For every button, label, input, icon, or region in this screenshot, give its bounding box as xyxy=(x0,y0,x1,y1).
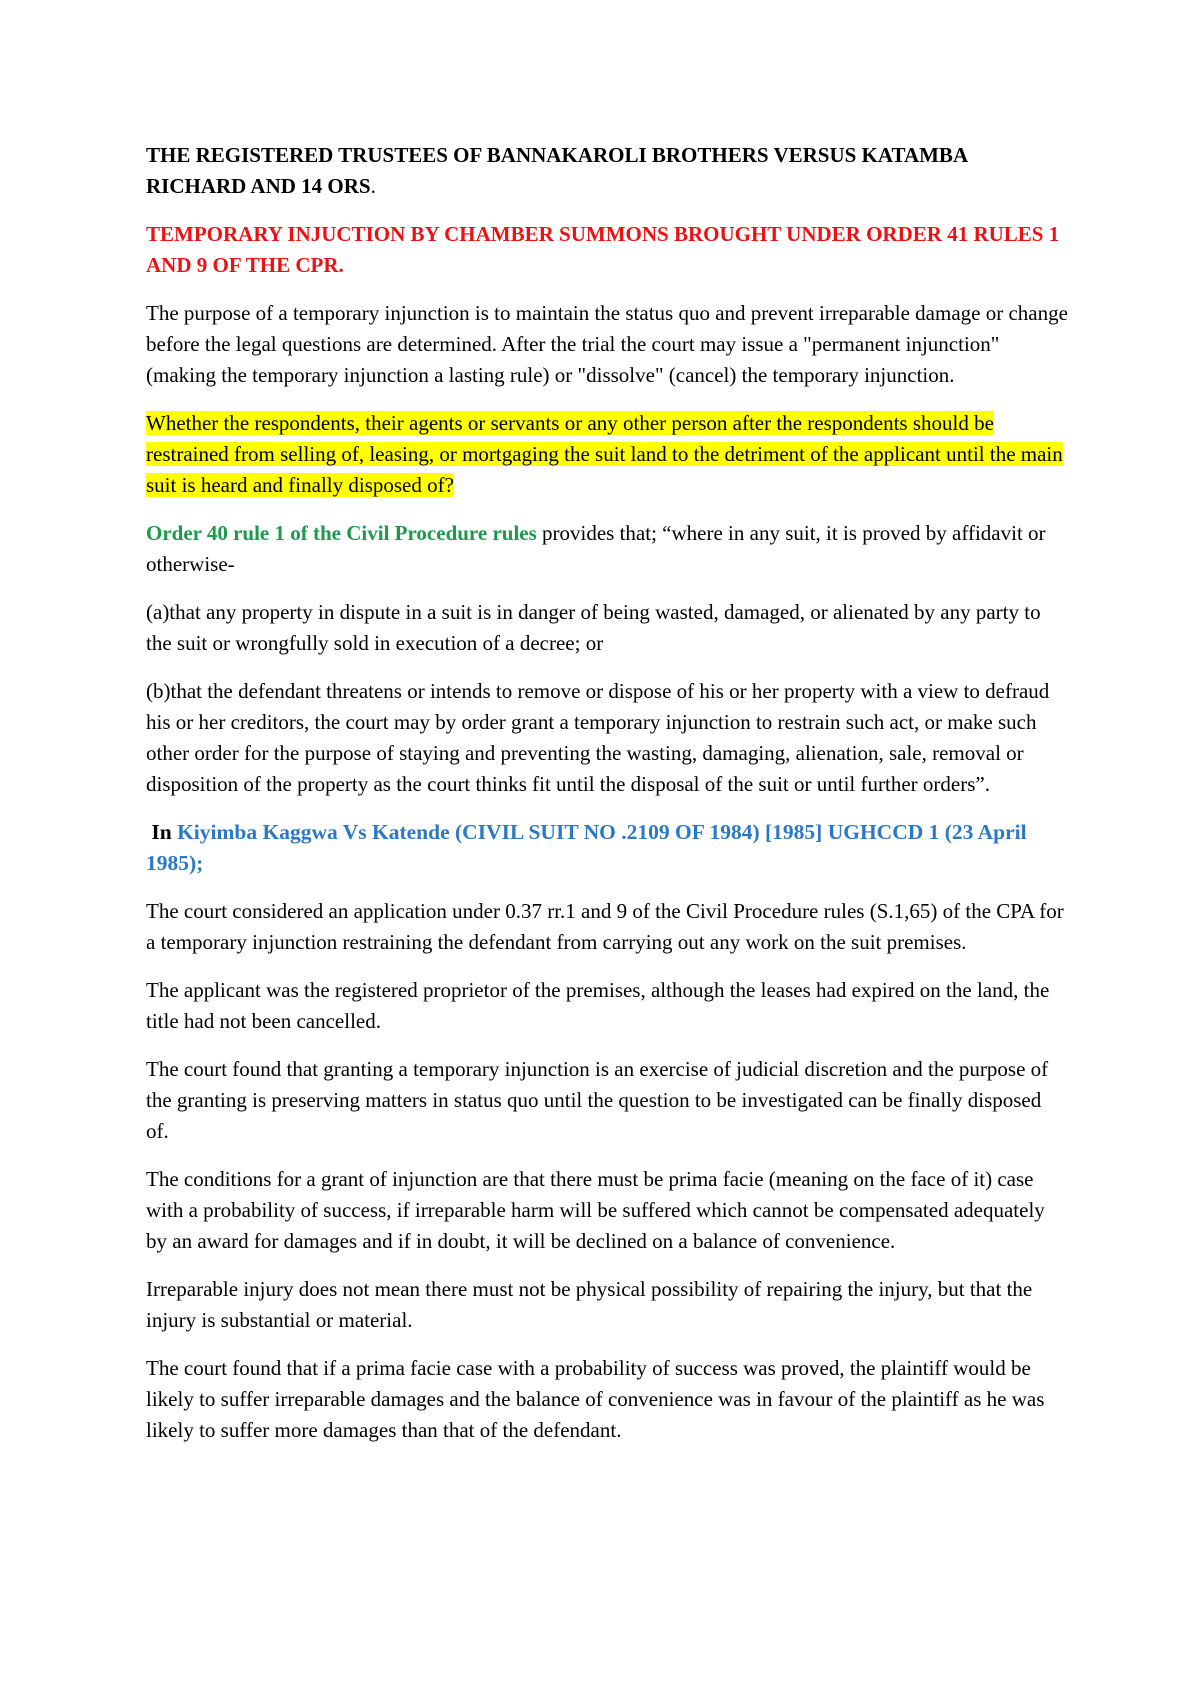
highlighted-question: Whether the respondents, their agents or servants or any other person after the respondents should be restrained from selling of, leasing, or mortgaging the suit land to the detriment of the applicant until the main suit is heard and finally disposed of? xyxy=(146,411,1063,497)
clause-b: (b)that the defendant threatens or intends to remove or dispose of his or her property with a view to defraud his or her creditors, the court may by order grant a temporary injunction to restrain such act, or make such other order for the purpose of staying and preventing the wasting, damaging, alienation, sale, removal or disposition of the property as the court thinks fit until the disposal of the suit or until further orders”. xyxy=(146,679,1050,796)
case-title-text: THE REGISTERED TRUSTEES OF BANNAKAROLI BROTHERS VERSUS KATAMBA RICHARD AND 14 ORS xyxy=(146,143,967,198)
order-text: provides that; “where in any suit, it is proved by affidavit or otherwise- xyxy=(146,521,1046,576)
case-paragraph-4: The conditions for a grant of injunction are that there must be prima facie (meaning on the face of it) case with a probability of success, if irreparable harm will be suffered which cannot be compensated adequately by an award for damages and if in doubt, it will be declined on a balance of convenience. xyxy=(146,1167,1045,1253)
case-paragraph-3: The court found that granting a temporary injunction is an exercise of judicial discretion and the purpose of the granting is preserving matters in status quo until the question to be investigated can be finally disposed of. xyxy=(146,1057,1049,1143)
order-reference: Order 40 rule 1 of the Civil Procedure rules xyxy=(146,521,537,545)
case-citation xyxy=(146,817,1068,879)
case-paragraph-2: The applicant was the registered proprietor of the premises, although the leases had expired on the land, the title had not been cancelled. xyxy=(146,978,1050,1033)
case-title-period: . xyxy=(370,174,376,198)
case-paragraph-5: Irreparable injury does not mean there must not be physical possibility of repairing the injury, but that the injury is substantial or material. xyxy=(146,1277,1033,1332)
section-heading: TEMPORARY INJUCTION BY CHAMBER SUMMONS BROUGHT UNDER ORDER 41 RULES 1 AND 9 OF THE CPR. xyxy=(146,222,1060,277)
case-name: Kiyimba Kaggwa Vs Katende (CIVIL SUIT NO .2109 OF 1984) [1985] UGHCCD 1 (23 April 1985); xyxy=(146,820,1027,875)
case-in: In xyxy=(146,820,178,844)
order-paragraph xyxy=(146,518,1068,580)
case-paragraph-6: The court found that if a prima facie case with a probability of success was proved, the plaintiff would be likely to suffer irreparable damages and the balance of convenience was in favour of the plaintiff as he was likely to suffer more damages than that of the defendant. xyxy=(146,1356,1045,1442)
case-title xyxy=(146,140,1068,202)
clause-a: (a)that any property in dispute in a suit is in danger of being wasted, damaged, or alienated by any party to the suit or wrongfully sold in execution of a decree; or xyxy=(146,600,1041,655)
document-page xyxy=(146,140,1068,1463)
purpose-paragraph: The purpose of a temporary injunction is to maintain the status quo and prevent irreparable damage or change before the legal questions are determined. After the trial the court may issue a "permanent injunction" (making the temporary injunction a lasting rule) or "dissolve" (cancel) the temporary injunction. xyxy=(146,301,1068,387)
case-paragraph-1: The court considered an application under 0.37 rr.1 and 9 of the Civil Procedure rules (S.1,65) of the CPA for a temporary injunction restraining the defendant from carrying out any work on the suit premises. xyxy=(146,899,1064,954)
issue-question xyxy=(146,408,1068,501)
